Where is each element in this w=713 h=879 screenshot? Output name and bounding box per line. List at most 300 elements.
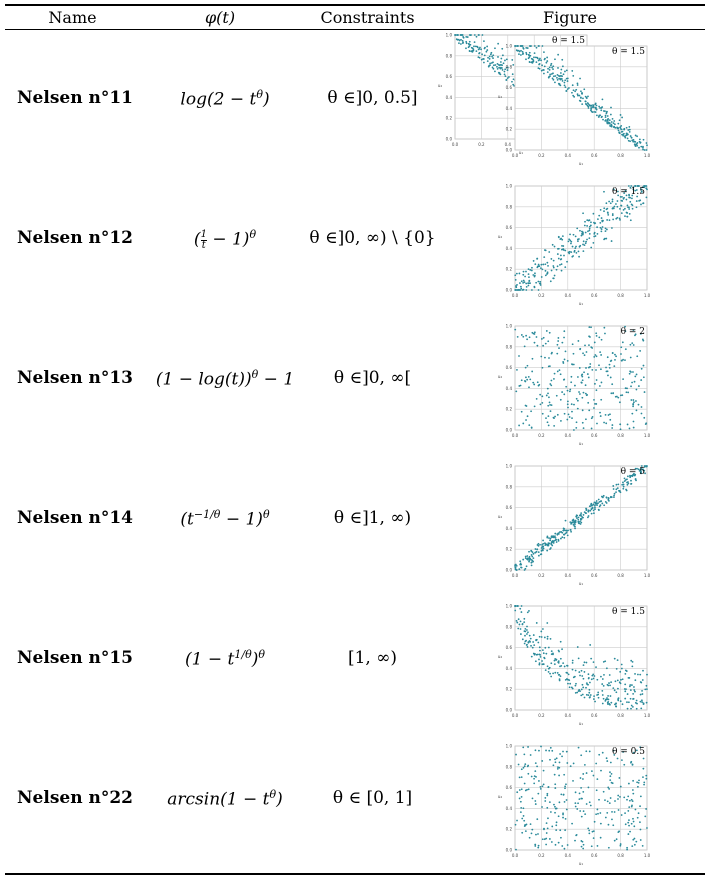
x-tick-label: 0.8 — [617, 153, 624, 158]
scatter-point — [637, 786, 639, 788]
scatter-point — [610, 114, 612, 116]
scatter-point — [516, 820, 518, 822]
scatter-point — [600, 368, 602, 370]
scatter-point — [597, 813, 599, 815]
scatter-point — [559, 762, 561, 764]
scatter-point — [587, 103, 589, 105]
scatter-point — [561, 263, 563, 265]
scatter-point — [589, 228, 591, 230]
y-axis-label: u₂ — [497, 794, 503, 799]
scatter-point — [645, 775, 647, 777]
scatter-point — [540, 59, 542, 61]
scatter-point — [605, 238, 607, 240]
scatter-point — [526, 286, 528, 288]
scatter-point — [600, 500, 602, 502]
scatter-point — [620, 346, 622, 348]
scatter-point — [521, 411, 523, 413]
scatter-point — [626, 216, 628, 218]
scatter-point — [527, 646, 529, 648]
scatter-point — [591, 428, 593, 430]
scatter-point — [591, 417, 593, 419]
scatter-point — [552, 653, 554, 655]
scatter-point — [564, 666, 566, 668]
scatter-point — [620, 700, 622, 702]
scatter-point — [580, 798, 582, 800]
scatter-point — [533, 634, 535, 636]
scatter-point — [560, 259, 562, 261]
scatter-point — [531, 61, 533, 63]
scatter-point — [564, 79, 566, 81]
scatter-point — [553, 79, 555, 81]
scatter-point — [557, 79, 559, 81]
scatter-point — [589, 510, 591, 512]
scatter-point — [591, 678, 593, 680]
scatter-point — [556, 269, 558, 271]
scatter-point — [580, 754, 582, 756]
scatter-point — [544, 263, 546, 265]
scatter-point — [629, 197, 631, 199]
scatter-point — [589, 689, 591, 691]
scatter-point — [530, 45, 532, 47]
scatter-point — [557, 414, 559, 416]
scatter-point — [571, 376, 573, 378]
x-tick-label: 0.2 — [538, 153, 545, 158]
scatter-point — [584, 661, 586, 663]
scatter-point — [632, 661, 634, 663]
scatter-point — [624, 673, 626, 675]
scatter-point — [636, 389, 638, 391]
scatter-point — [522, 289, 524, 291]
scatter-point — [615, 691, 617, 693]
scatter-point — [522, 274, 524, 276]
scatter-point — [540, 356, 542, 358]
scatter-point — [525, 830, 527, 832]
scatter-point — [604, 333, 606, 335]
scatter-point — [548, 750, 550, 752]
scatter-point — [554, 672, 556, 674]
scatter-point — [584, 813, 586, 815]
scatter-point — [581, 518, 583, 520]
y-tick-label: 0.4 — [505, 385, 512, 391]
table-row — [5, 730, 705, 870]
scatter-point — [607, 214, 609, 216]
scatter-point — [561, 845, 563, 847]
scatter-point — [616, 396, 618, 398]
scatter-point — [632, 706, 634, 708]
scatter-point — [523, 767, 525, 769]
y-tick-label: 0.8 — [445, 53, 452, 59]
y-tick-label: 0.0 — [505, 567, 512, 573]
scatter-point — [529, 336, 531, 338]
scatter-point — [603, 791, 605, 793]
scatter-point — [556, 821, 558, 823]
x-tick-label: 0.0 — [511, 433, 519, 438]
scatter-point — [550, 676, 552, 678]
scatter-point — [550, 280, 552, 282]
scatter-point — [546, 822, 548, 824]
parameter-constraint: θ ∈]0, ∞) \ {0} — [309, 228, 436, 248]
scatter-point — [602, 752, 604, 754]
scatter-point — [629, 428, 631, 430]
scatter-point — [581, 670, 583, 672]
scatter-point — [632, 789, 634, 791]
scatter-point — [541, 395, 543, 397]
scatter-point — [628, 208, 630, 210]
scatter-point — [560, 373, 562, 375]
scatter-point — [602, 694, 604, 696]
generator-formula: ( $\frac{1}{t}$ − 1)$^\theta$ — [193, 228, 257, 251]
scatter-point — [555, 539, 557, 541]
scatter-point — [610, 360, 612, 362]
scatter-point — [598, 697, 600, 699]
scatter-point — [621, 759, 623, 761]
scatter-point — [561, 536, 563, 538]
scatter-point — [599, 351, 601, 353]
scatter-point — [518, 764, 520, 766]
scatter-plot — [495, 458, 655, 586]
scatter-point — [558, 775, 560, 777]
scatter-point — [557, 766, 559, 768]
scatter-point — [583, 371, 585, 373]
scatter-point — [589, 233, 591, 235]
y-tick-label: 1.0 — [505, 43, 512, 49]
scatter-point — [646, 674, 648, 676]
scatter-point — [547, 817, 549, 819]
scatter-point — [645, 808, 647, 810]
scatter-point — [557, 337, 559, 339]
scatter-point — [523, 48, 525, 50]
theta-label: θ = 5 — [620, 467, 645, 477]
x-tick-label: 0.2 — [538, 293, 545, 298]
scatter-point — [617, 200, 619, 202]
scatter-point — [531, 270, 533, 272]
scatter-point — [528, 610, 530, 612]
scatter-point — [535, 552, 537, 554]
scatter-point — [552, 764, 554, 766]
scatter-point — [613, 122, 615, 124]
scatter-point — [632, 208, 634, 210]
scatter-point — [625, 348, 627, 350]
scatter-point — [588, 830, 590, 832]
scatter-point — [540, 656, 542, 658]
scatter-point — [549, 73, 551, 75]
scatter-point — [533, 782, 535, 784]
scatter-point — [582, 422, 584, 424]
scatter-point — [541, 402, 543, 404]
scatter-point — [603, 327, 605, 329]
scatter-point — [595, 332, 597, 334]
scatter-point — [519, 282, 521, 284]
scatter-point — [542, 268, 544, 270]
scatter-point — [606, 812, 608, 814]
scatter-point — [542, 785, 544, 787]
scatter-point — [546, 60, 548, 62]
scatter-point — [551, 541, 553, 543]
scatter-point — [629, 201, 631, 203]
scatter-point — [517, 45, 519, 47]
scatter-point — [626, 391, 628, 393]
scatter-point — [540, 264, 542, 266]
scatter-point — [519, 798, 521, 800]
scatter-point — [537, 654, 539, 656]
scatter-point — [585, 418, 587, 420]
scatter-point — [620, 353, 622, 355]
scatter-point — [535, 762, 537, 764]
scatter-point — [569, 389, 571, 391]
scatter-point — [630, 708, 632, 710]
scatter-point — [619, 401, 621, 403]
scatter-point — [588, 509, 590, 511]
scatter-point — [538, 659, 540, 661]
scatter-point — [535, 61, 537, 63]
scatter-point — [640, 701, 642, 703]
scatter-point — [520, 45, 522, 47]
scatter-point — [597, 845, 599, 847]
scatter-point — [607, 695, 609, 697]
scatter-point — [566, 90, 568, 92]
parameter-constraint: θ ∈]1, ∞) — [333, 508, 412, 528]
scatter-point — [554, 75, 556, 77]
scatter-point — [539, 394, 541, 396]
scatter-point — [522, 807, 524, 809]
scatter-point — [624, 683, 626, 685]
scatter-point — [553, 267, 555, 269]
scatter-point — [606, 208, 608, 210]
scatter-point — [547, 405, 549, 407]
scatter-point — [609, 802, 611, 804]
scatter-point — [630, 385, 632, 387]
scatter-point — [634, 844, 636, 846]
scatter-point — [607, 499, 609, 501]
scatter-point — [580, 695, 582, 697]
scatter-point — [540, 631, 542, 633]
scatter-point — [563, 537, 565, 539]
scatter-point — [572, 519, 574, 521]
scatter-point — [559, 801, 561, 803]
scatter-point — [545, 62, 547, 64]
scatter-point — [543, 770, 545, 772]
copula-name: Nelsen n°12 — [17, 228, 133, 248]
scatter-point — [528, 282, 530, 284]
scatter-point — [527, 746, 529, 748]
scatter-point — [640, 839, 642, 841]
scatter-point — [623, 198, 625, 200]
scatter-point — [524, 643, 526, 645]
scatter-point — [599, 385, 601, 387]
scatter-point — [537, 281, 539, 283]
scatter-point — [579, 230, 581, 232]
scatter-point — [598, 215, 600, 217]
scatter-point — [590, 109, 592, 111]
scatter-point — [632, 793, 634, 795]
scatter-point — [593, 512, 595, 514]
scatter-point — [615, 203, 617, 205]
x-tick-label: 0.4 — [564, 853, 571, 858]
scatter-point — [606, 370, 608, 372]
scatter-point — [586, 97, 588, 99]
scatter-point — [622, 378, 624, 380]
scatter-point — [549, 332, 551, 334]
scatter-point — [620, 114, 622, 116]
scatter-point — [544, 65, 546, 67]
scatter-point — [575, 835, 577, 837]
scatter-point — [632, 698, 634, 700]
scatter-point — [627, 693, 629, 695]
x-tick-label: 0.2 — [538, 433, 545, 438]
scatter-point — [605, 113, 607, 115]
scatter-point — [556, 533, 558, 535]
y-tick-label: 0.0 — [505, 287, 512, 293]
scatter-point — [553, 260, 555, 262]
scatter-point — [527, 611, 529, 613]
scatter-point — [541, 338, 543, 340]
scatter-point — [644, 149, 646, 151]
x-tick-label: 0.6 — [591, 573, 598, 578]
scatter-point — [571, 403, 573, 405]
scatter-point — [636, 708, 638, 710]
scatter-point — [567, 529, 569, 531]
scatter-point — [612, 392, 614, 394]
scatter-point — [607, 212, 609, 214]
scatter-point — [538, 780, 540, 782]
scatter-point — [557, 661, 559, 663]
generator-formula: $\log(2 - t^\theta)$ — [180, 88, 270, 110]
scatter-point — [561, 75, 563, 77]
scatter-point — [519, 560, 521, 562]
scatter-point — [526, 629, 528, 631]
scatter-point — [596, 114, 598, 116]
scatter-point — [551, 404, 553, 406]
scatter-point — [594, 821, 596, 823]
scatter-point — [582, 791, 584, 793]
scatter-point — [523, 621, 525, 623]
y-tick-label: 0.0 — [445, 136, 452, 142]
scatter-point — [582, 841, 584, 843]
scatter-point — [592, 673, 594, 675]
scatter-point — [583, 392, 585, 394]
y-tick-label: 0.6 — [505, 85, 512, 91]
scatter-point — [557, 768, 559, 770]
scatter-point — [620, 682, 622, 684]
scatter-point — [515, 279, 517, 281]
scatter-point — [624, 215, 626, 217]
scatter-point — [646, 688, 648, 690]
scatter-point — [590, 221, 592, 223]
scatter-point — [518, 355, 520, 357]
scatter-point — [522, 53, 524, 55]
scatter-point — [627, 795, 629, 797]
scatter-point — [627, 810, 629, 812]
scatter-point — [537, 847, 539, 849]
scatter-point — [543, 547, 545, 549]
scatter-point — [583, 678, 585, 680]
scatter-point — [571, 411, 573, 413]
scatter-point — [520, 811, 522, 813]
scatter-point — [522, 336, 524, 338]
scatter-point — [528, 54, 530, 56]
x-tick-label: 0.0 — [511, 713, 519, 718]
scatter-point — [603, 495, 605, 497]
scatter-point — [547, 265, 549, 267]
scatter-point — [617, 397, 619, 399]
scatter-point — [526, 53, 528, 55]
scatter-point — [551, 353, 553, 355]
table-top-rule — [5, 4, 705, 6]
scatter-point — [554, 81, 556, 83]
scatter-point — [626, 127, 628, 129]
scatter-point — [531, 289, 533, 291]
scatter-point — [593, 837, 595, 839]
scatter-point — [630, 483, 632, 485]
scatter-point — [642, 679, 644, 681]
scatter-point — [598, 754, 600, 756]
scatter-point — [609, 219, 611, 221]
scatter-point — [627, 708, 629, 710]
theta-label: θ = 2 — [620, 327, 645, 337]
scatter-point — [564, 250, 566, 252]
scatter-point — [550, 258, 552, 260]
scatter-point — [626, 799, 628, 801]
scatter-point — [595, 763, 597, 765]
scatter-point — [605, 422, 607, 424]
scatter-point — [521, 605, 523, 607]
scatter-point — [542, 838, 544, 840]
scatter-point — [538, 664, 540, 666]
scatter-point — [524, 783, 526, 785]
scatter-point — [538, 60, 540, 62]
scatter-point — [570, 241, 572, 243]
x-axis-label: u₁ — [578, 161, 584, 166]
scatter-point — [642, 693, 644, 695]
scatter-point — [540, 554, 542, 556]
scatter-point — [546, 550, 548, 552]
scatter-point — [633, 686, 635, 688]
y-tick-label: 0.0 — [505, 847, 512, 853]
scatter-point — [577, 83, 579, 85]
scatter-point — [639, 138, 641, 140]
scatter-point — [605, 817, 607, 819]
y-tick-label: 0.4 — [505, 245, 512, 251]
scatter-point — [587, 827, 589, 829]
scatter-point — [562, 812, 564, 814]
scatter-point — [639, 821, 641, 823]
scatter-point — [551, 67, 553, 69]
table-row — [5, 170, 705, 310]
scatter-point — [623, 128, 625, 130]
scatter-point — [555, 537, 557, 539]
scatter-point — [584, 221, 586, 223]
scatter-point — [636, 703, 638, 705]
scatter-point — [542, 413, 544, 415]
scatter-point — [636, 374, 638, 376]
scatter-point — [640, 146, 642, 148]
scatter-point — [605, 230, 607, 232]
scatter-point — [629, 370, 631, 372]
scatter-point — [533, 644, 535, 646]
scatter-plot — [495, 738, 655, 866]
scatter-point — [636, 409, 638, 411]
scatter-point — [545, 270, 547, 272]
scatter-point — [578, 250, 580, 252]
scatter-point — [552, 265, 554, 267]
scatter-point — [541, 806, 543, 808]
scatter-point — [559, 238, 561, 240]
scatter-point — [573, 676, 575, 678]
scatter-point — [629, 373, 631, 375]
scatter-point — [536, 258, 538, 260]
scatter-point — [603, 674, 605, 676]
scatter-point — [643, 702, 645, 704]
